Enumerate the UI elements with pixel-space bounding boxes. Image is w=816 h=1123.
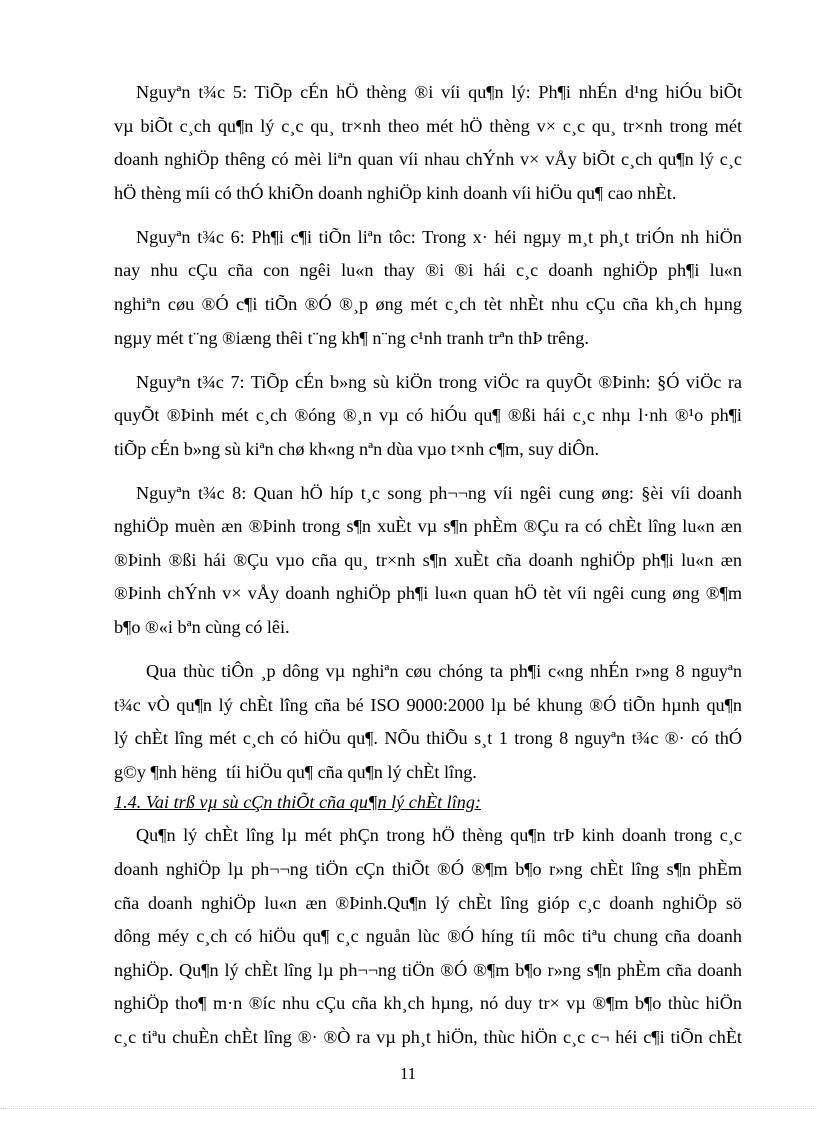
body-text	[114, 76, 742, 1065]
text-line: Nguyªn t¾c 6: Ph¶i c¶i tiÕn liªn tôc: Trong x· héi ngµy m¸t ph¸t triÓn nh hiÖn	[136, 226, 742, 247]
paragraph-principle-6	[114, 221, 742, 355]
text-line: c¸c tiªu chuÈn chÈt lîng ®· ®Ò ra vµ ph¸t hiÖn, thùc hiÖn c¸c c¬ héi c¶i tiÕn chÈt	[114, 1027, 742, 1047]
text-line: b¶o ®«i bªn cùng có lêi.	[114, 617, 290, 638]
text-line: tiÕp cÉn b»ng sù kiªn chø kh«ng nªn dùa vµo t×nh c¶m, suy diÔn.	[114, 438, 600, 459]
text-line: nghiÖp muèn æn ®Þinh trong s¶n xuÈt vµ s¶n phÈm ®Çu ra có chÈt lîng lu«n æn	[114, 516, 742, 537]
page-bottom-divider	[0, 1108, 816, 1109]
text-line: Nguyªn t¾c 5: TiÕp cÉn hÖ thèng ®i víi qu¶n lý: Ph¶i nhÉn d¹ng hiÓu biÕt	[136, 82, 742, 102]
text-line: ®Þinh chÝnh v× vÅy doanh nghiÖp ph¶i lu«n quan hÖ tèt víi ngêi cung øng ®¶m	[114, 583, 742, 604]
paragraph-principle-8	[114, 477, 742, 645]
text-line: lý chÈt lîng mét c¸ch có hiÖu qu¶. NÕu thiÕu s¸t 1 trong 8 nguyªn t¾c ®· có thÓ	[114, 728, 742, 749]
paragraph-section-1-4	[114, 819, 742, 1054]
paragraph-conclusion	[114, 655, 742, 789]
text-line: doanh nghiÖp thêng có mèi liªn quan víi nhau chÝnh v× vÅy biÕt c¸ch qu¶n lý c¸c	[114, 149, 742, 170]
text-line: doanh nghiÖp lµ ph¬¬ng tiÖn cÇn thiÕt ®Ó ®¶m b¶o r»ng chÈt lîng s¶n phÈm	[114, 859, 742, 880]
page-number: 11	[399, 1064, 417, 1083]
text-line: nay nhu cÇu cña con ngêi lu«n thay ®i ®i hái c¸c doanh nghiÖp ph¶i lu«n	[114, 260, 742, 281]
section-heading: 1.4. Vai trß vµ sù cÇn thiÕt cña qu¶n lý chÈt lîng:	[114, 792, 482, 813]
text-line: nghiÖp tho¶ m·n ®íc nhu cÇu cña kh¸ch hµng, nó duy tr× vµ ®¶m b¶o thùc hiÖn	[114, 993, 742, 1014]
text-line: Qua thùc tiÔn ¸p dông vµ nghiªn cøu chóng ta ph¶i c«ng nhÉn r»ng 8 nguyªn	[146, 661, 742, 682]
text-line: Qu¶n lý chÈt lîng lµ mét phÇn trong hÖ thèng qu¶n trÞ kinh doanh trong c¸c	[136, 825, 742, 846]
text-line: hÖ thèng míi có thÓ khiÕn doanh nghiÖp kinh doanh víi hiÖu qu¶ cao nhÈt.	[114, 182, 677, 203]
text-line: ®Þinh ®ßi hái ®Çu vµo cña qu¸ tr×nh s¶n xuÈt cña doanh nghiÖp ph¶i lu«n æn	[114, 549, 742, 570]
text-line: Nguyªn t¾c 7: TiÕp cÉn b»ng sù kiÖn trong viÖc ra quyÕt ®Þinh: §Ó viÖc ra	[136, 371, 742, 392]
text-line: ngµy mét t¨ng ®iæng thêi t¨ng kh¶ n¨ng c¹nh tranh trªn thÞ trêng.	[114, 327, 589, 348]
paragraph-principle-7	[114, 366, 742, 467]
text-line: vµ biÕt c¸ch qu¶n lý c¸c qu¸ tr×nh theo mét hÖ thèng v× c¸c qu¸ tr×nh trong mét	[114, 115, 742, 136]
text-line: g©y ¶nh hëng tíi hiÖu qu¶ cña qu¶n lý chÈt lîng.	[114, 761, 477, 782]
text-line: quyÕt ®Þinh mét c¸ch ®óng ®¸n vµ có hiÓu qu¶ ®ßi hái c¸c nhµ l·nh ®¹o ph¶i	[114, 405, 742, 426]
text-line: dông méy c¸ch có hiÖu qu¶ c¸c nguån lùc ®Ó híng tíi môc tiªu chung cña doanh	[114, 926, 742, 947]
text-line: nghiÖp. Qu¶n lý chÈt lîng lµ ph¬¬ng tiÖn ®Ó ®¶m b¶o r»ng s¶n phÈm cña doanh	[114, 959, 742, 980]
text-line: cña doanh nghiÖp lu«n æn ®Þinh.Qu¶n lý chÈt lîng gióp c¸c doanh nghiÖp sö	[114, 892, 742, 913]
text-line: Nguyªn t¾c 8: Quan hÖ híp t¸c song ph¬¬ng víi ngêi cung øng: §èi víi doanh	[136, 482, 742, 503]
text-line: nghiªn cøu ®Ó c¶i tiÕn ®Ó ®¸p øng mét c¸ch tèt nhÈt nhu cÇu cña kh¸ch hµng	[114, 293, 742, 314]
paragraph-principle-5	[114, 76, 742, 210]
text-line: t¾c vÒ qu¶n lý chÈt lîng cña bé ISO 9000:2000 lµ bé khung ®Ó tiÕn hµnh qu¶n	[114, 694, 742, 715]
